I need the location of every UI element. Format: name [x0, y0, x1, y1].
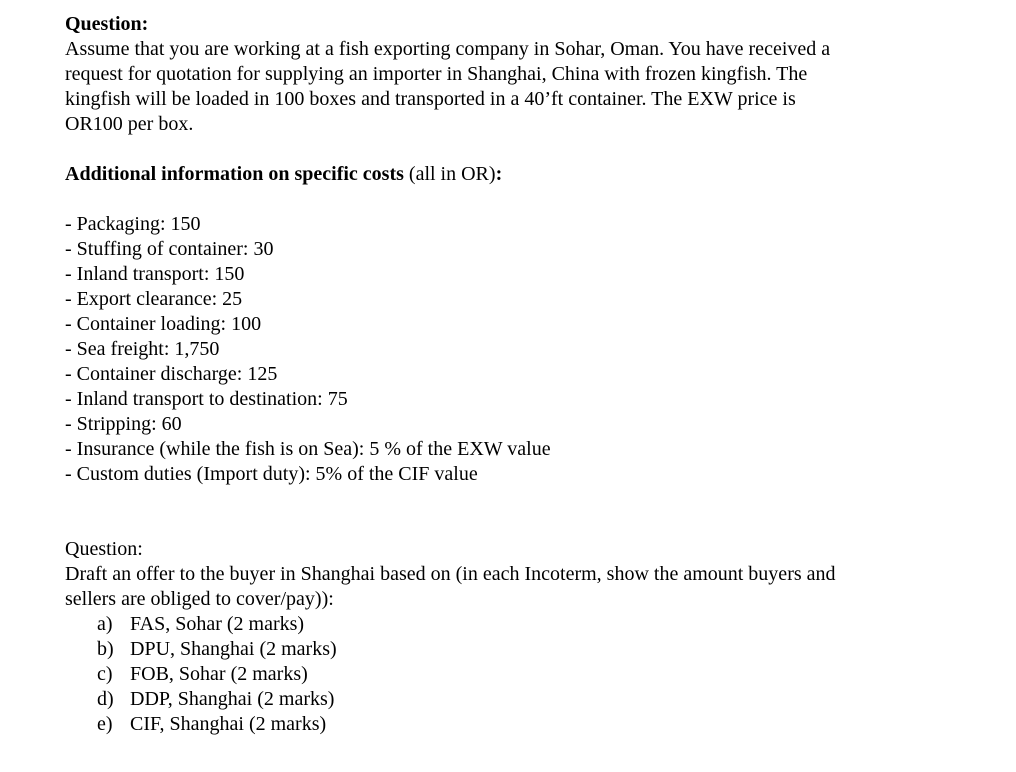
- part-marker: c): [97, 663, 113, 685]
- question2-heading: Question:: [65, 538, 143, 560]
- cost-item-inland-transport-destination: - Inland transport to destination: 75: [65, 388, 348, 410]
- scenario-line: OR100 per box.: [65, 113, 194, 135]
- part-a: [65, 612, 995, 637]
- part-marker: e): [97, 713, 113, 735]
- cost-item-stuffing: - Stuffing of container: 30: [65, 238, 274, 260]
- part-text: DPU, Shanghai (2 marks): [130, 638, 337, 660]
- cost-item-container-discharge: - Container discharge: 125: [65, 363, 278, 385]
- additional-info-bold: Additional information on specific costs: [65, 163, 404, 185]
- question-heading: Question:: [65, 13, 149, 35]
- question2-line: sellers are obliged to cover/pay)):: [65, 588, 334, 610]
- part-e: [65, 712, 995, 737]
- scenario-line: Assume that you are working at a fish exporting company in Sohar, Oman. You have received a: [65, 38, 831, 60]
- parts-list: [65, 612, 995, 737]
- scenario-paragraph: [65, 37, 995, 137]
- part-b: [65, 637, 995, 662]
- cost-item-packaging: - Packaging: 150: [65, 213, 201, 235]
- part-d: [65, 687, 995, 712]
- part-text: CIF, Shanghai (2 marks): [130, 713, 327, 735]
- cost-item-stripping: - Stripping: 60: [65, 413, 182, 435]
- cost-item-custom-duties: - Custom duties (Import duty): 5% of the CIF value: [65, 463, 478, 485]
- part-text: FOB, Sohar (2 marks): [130, 663, 308, 685]
- cost-item-inland-transport: - Inland transport: 150: [65, 263, 245, 285]
- part-text: FAS, Sohar (2 marks): [130, 613, 305, 635]
- cost-item-export-clearance: - Export clearance: 25: [65, 288, 243, 310]
- part-marker: a): [97, 613, 113, 635]
- scenario-line: kingfish will be loaded in 100 boxes and transported in a 40’ft container. The EXW price is: [65, 88, 796, 110]
- additional-info-normal: (all in OR): [403, 163, 496, 185]
- part-marker: b): [97, 638, 114, 660]
- cost-item-container-loading: - Container loading: 100: [65, 313, 262, 335]
- part-c: [65, 662, 995, 687]
- cost-item-insurance: - Insurance (while the fish is on Sea): 5 % of the EXW value: [65, 438, 551, 460]
- part-marker: d): [97, 688, 114, 710]
- cost-item-sea-freight: - Sea freight: 1,750: [65, 338, 220, 360]
- additional-info-heading: [65, 162, 995, 187]
- scenario-line: request for quotation for supplying an importer in Shanghai, China with frozen kingfish. The: [65, 63, 808, 85]
- question2-line: Draft an offer to the buyer in Shanghai based on (in each Incoterm, show the amount buyers and: [65, 563, 836, 585]
- part-text: DDP, Shanghai (2 marks): [130, 688, 335, 710]
- document-page: [65, 12, 995, 737]
- cost-list: [65, 212, 995, 487]
- additional-info-colon: :: [495, 163, 503, 185]
